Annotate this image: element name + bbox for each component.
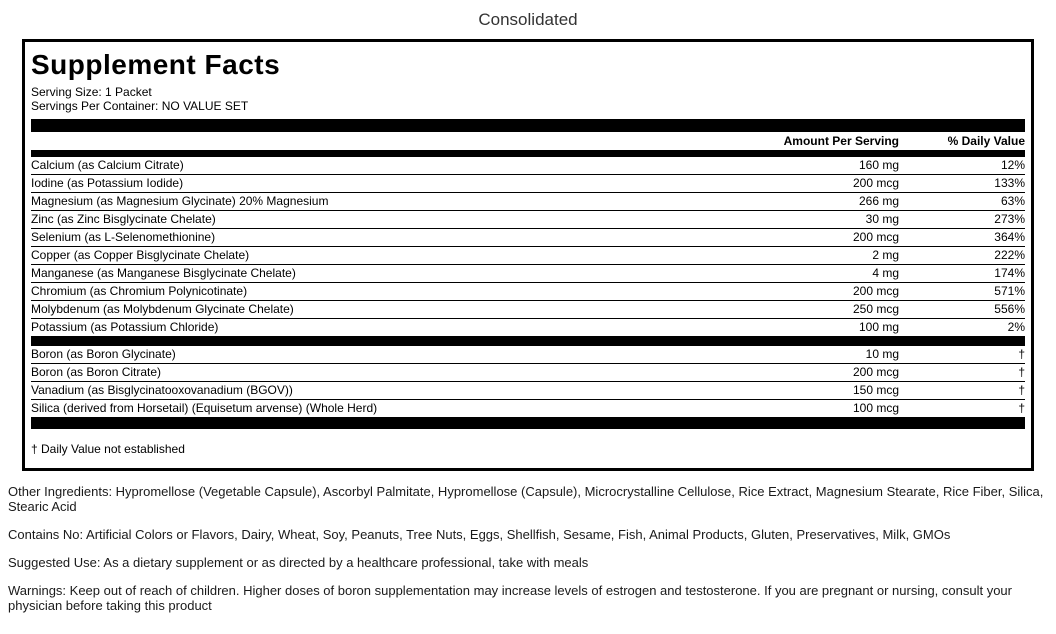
nutrient-row [31,283,1025,301]
nutrient-amount: 200 mcg [852,176,899,190]
nutrient-amount: 4 mg [872,266,899,280]
nutrient-daily-value: 364% [994,230,1025,244]
nutrient-table [31,157,1025,337]
nutrient-daily-value: † [1018,365,1025,379]
amount-column-header: Amount Per Serving [783,134,899,148]
nutrient-name: Calcium (as Calcium Citrate) [31,158,184,172]
warnings-text: Warnings: Keep out of reach of children. Higher doses of boron supplementation may increase levels of estrogen and testosterone. If you are pregnant or nursing, consult your physician before taking this product [8,583,1012,613]
servings-per-container: Servings Per Container: NO VALUE SET [31,99,249,113]
nutrient-amount: 250 mcg [852,302,899,316]
suggested-use-text: Suggested Use: As a dietary supplement or as directed by a healthcare professional, take with meals [8,555,589,570]
nutrient-row [31,175,1025,193]
nutrient-amount: 160 mg [858,158,899,172]
nutrient-daily-value: 571% [994,284,1025,298]
nutrient-row [31,229,1025,247]
nutrient-daily-value: 174% [994,266,1025,280]
other-ingredients-text: Other Ingredients: Hypromellose (Vegetable Capsule), Ascorbyl Palmitate, Hypromellose (Capsule), Microcrystalline Cellulose, Rice Extract, Magnesium Stearate, Rice Fiber, Silica, Stearic Acid [8,484,1044,514]
table-header-row [31,132,1025,150]
nutrient-row [31,400,1025,417]
serving-size: Serving Size: 1 Packet [31,85,152,99]
contains-no-text: Contains No: Artificial Colors or Flavors, Dairy, Wheat, Soy, Peanuts, Tree Nuts, Eggs, Shellfish, Sesame, Fish, Animal Products, Gluten, Preservatives, Milk, GMOs [8,527,951,542]
daily-value-footnote: † Daily Value not established [31,442,185,456]
nutrient-daily-value: 222% [994,248,1025,262]
nutrient-row [31,247,1025,265]
nutrient-name: Magnesium (as Magnesium Glycinate) 20% Magnesium [31,194,329,208]
nutrient-amount: 10 mg [865,347,899,361]
nutrient-amount: 30 mg [865,212,899,226]
nutrient-amount: 100 mg [858,320,899,334]
nutrient-name: Chromium (as Chromium Polynicotinate) [31,284,248,298]
divider-bar-bottom [31,417,1025,429]
nutrient-amount: 2 mg [872,248,899,262]
nutrient-name: Iodine (as Potassium Iodide) [31,176,184,190]
nutrient-name: Silica (derived from Horsetail) (Equisetum arvense) (Whole Herd) [31,401,378,415]
nutrient-name: Manganese (as Manganese Bisglycinate Chelate) [31,266,296,280]
info-paragraphs [8,484,1048,613]
nutrient-amount: 200 mcg [852,230,899,244]
page-title: Consolidated [478,10,578,29]
nutrient-amount: 200 mcg [852,284,899,298]
nutrient-table-no-dv [31,346,1025,417]
nutrient-name: Zinc (as Zinc Bisglycinate Chelate) [31,212,216,226]
nutrient-row [31,346,1025,364]
nutrient-daily-value: 63% [1000,194,1025,208]
nutrient-row [31,382,1025,400]
nutrient-name: Molybdenum (as Molybdenum Glycinate Chelate) [31,302,294,316]
supplement-facts-panel [22,39,1034,471]
nutrient-daily-value: † [1018,401,1025,415]
nutrient-row [31,265,1025,283]
nutrient-name: Potassium (as Potassium Chloride) [31,320,219,334]
nutrient-daily-value: 12% [1000,158,1025,172]
nutrient-amount: 266 mg [858,194,899,208]
nutrient-daily-value: 556% [994,302,1025,316]
nutrient-daily-value: 133% [994,176,1025,190]
divider-bar-top [31,119,1025,132]
nutrient-row [31,157,1025,175]
nutrient-row [31,301,1025,319]
nutrient-amount: 150 mcg [852,383,899,397]
divider-bar-header [31,150,1025,157]
nutrient-daily-value: † [1018,347,1025,361]
nutrient-row [31,364,1025,382]
nutrient-name: Boron (as Boron Glycinate) [31,347,176,361]
nutrient-daily-value: 2% [1007,320,1025,334]
nutrient-name: Boron (as Boron Citrate) [31,365,162,379]
divider-bar-middle [31,337,1025,346]
nutrient-daily-value: 273% [994,212,1025,226]
nutrient-row [31,193,1025,211]
nutrient-amount: 100 mcg [852,401,899,415]
daily-value-column-header: % Daily Value [947,134,1025,148]
supplement-facts-title: Supplement Facts [31,49,281,80]
nutrient-row [31,319,1025,337]
nutrient-name: Selenium (as L-Selenomethionine) [31,230,216,244]
nutrient-name: Vanadium (as Bisglycinatooxovanadium (BGOV)) [31,383,293,397]
nutrient-daily-value: † [1018,383,1025,397]
nutrient-name: Copper (as Copper Bisglycinate Chelate) [31,248,250,262]
nutrient-amount: 200 mcg [852,365,899,379]
nutrient-row [31,211,1025,229]
